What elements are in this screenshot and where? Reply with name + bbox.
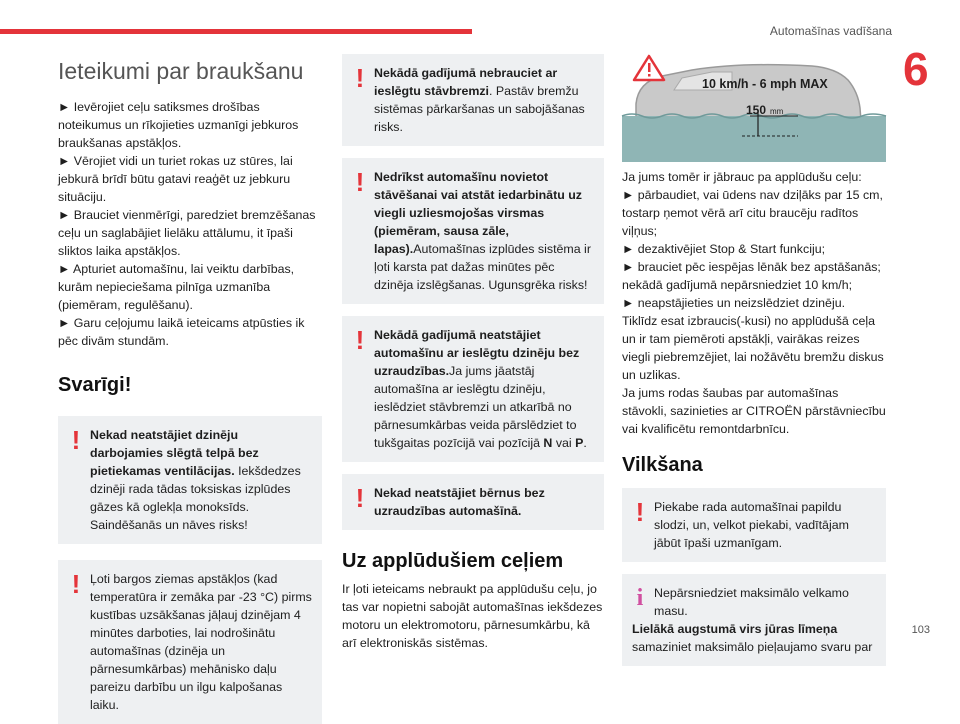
list-item: Ja jums rodas šaubas par automašīnas stāvokli, sazinieties ar CITROËN pārstāvniecību vai kvalificētu remontdarbnīcu.: [622, 386, 886, 436]
warning-box: [342, 474, 604, 530]
list-item: ► Garu ceļojumu laikā ieteicams atpūsties ik pēc divām stundām.: [58, 316, 305, 348]
warning-exclamation-icon: !: [71, 425, 81, 455]
warning-exclamation-icon: !: [355, 167, 365, 197]
section-heading-important: Svarīgi!: [58, 374, 132, 396]
chapter-number: 6: [903, 43, 929, 95]
flooded-car-diagram: [622, 54, 886, 162]
warning-text: Nekad neatstājiet dzinēju darbojamies slēgtā telpā bez pietiekamas ventilācijas. Iekšdedzes dzinēji rada tādas toksiskas izplūdes gāzes kā oglekļa monoksīds. Saindēšanās un nāves risks!: [90, 428, 301, 532]
list-item: Ja jums tomēr ir jābrauc pa applūdušu ceļu:: [622, 170, 862, 184]
warning-text: Nekādā gadījumā neatstājiet automašīnu ar ieslēgtu dzinēju bez uzraudzības.Ja jums jāatstāj automašīna ar ieslēgtu dzinēju, ieslēdziet stāvbremzi un atkarībā no pārnesumkārbas veida pārslēdziet to tukšgaitas pozīcijā vai pozīcijā N vai P.: [374, 328, 587, 450]
warning-text: Nedrīkst automašīnu novietot stāvēšanai vai atstāt iedarbinātu uz viegli uzliesmojošas virsmas (piemēram, sausa zāle, lapas).Automašīnas izplūdes sistēma ir ļoti karsta pat dažas minūtes pēc dzinēja izslēgšanas. Ugunsgrēka risks!: [374, 170, 591, 292]
list-item: ► neapstājieties un neizslēdziet dzinēju.: [622, 296, 846, 310]
warning-exclamation-icon: !: [355, 63, 365, 93]
depth-unit-label: mm: [770, 107, 784, 116]
column-left: [58, 54, 322, 724]
warning-exclamation-icon: !: [355, 325, 365, 355]
section-heading-flooded-roads: Uz applūdušiem ceļiem: [342, 550, 564, 572]
section-heading-driving-tips: Ieteikumi par braukšanu: [58, 58, 304, 84]
warning-box: [622, 488, 886, 562]
section-heading-towing: Vilkšana: [622, 454, 703, 476]
warning-text: Piekabe rada automašīnai papildu slodzi, un, velkot piekabi, vadītājam jābūt īpaši uzmanīgam.: [654, 500, 849, 550]
list-item: ► Apturiet automašīnu, lai veiktu darbības, kurām nepieciešama pilnīga uzmanība (piemēram, regulēšanu).: [58, 262, 295, 312]
info-icon: i: [636, 585, 644, 611]
column-middle: [342, 54, 604, 652]
list-item: ► Ievērojiet ceļu satiksmes drošības noteikumus un rīkojieties uzmanīgi jebkuros braukšanas apstākļos.: [58, 100, 299, 150]
page-number: 103: [911, 624, 930, 636]
info-text-continued: samaziniet maksimālo pieļaujamo svaru par: [632, 640, 873, 654]
warning-text: Nekad neatstājiet bērnus bez uzraudzības automašīnā.: [374, 486, 545, 518]
warning-exclamation-icon: !: [71, 569, 81, 599]
warning-text: Nekādā gadījumā nebrauciet ar ieslēgtu stāvbremzi. Pastāv bremžu sistēmas pārkaršanas un sabojāšanas risks.: [374, 66, 585, 134]
speed-limit-label: 10 km/h - 6 mph MAX: [702, 77, 828, 91]
list-item: Tiklīdz esat izbraucis(-kusi) no applūdušā ceļa un ir tam piemēroti apstākļi, vairākas reizes viegli piebremzējiet, lai nožāvētu bremžu diskus un uzlikas.: [622, 314, 884, 382]
flood-illustration: [622, 54, 886, 162]
list-item: ► dezaktivējiet Stop & Start funkciju;: [622, 242, 826, 256]
warning-box: [58, 416, 322, 544]
flood-intro-text: Ir ļoti ieteicams nebraukt pa applūdušu ceļu, jo tas var nopietni sabojāt automašīnas iekšdezes motoru un elektromotoru, pārnesumkārbu, kā arī elektroniskās sistēmas.: [342, 582, 603, 650]
warning-box: [342, 54, 604, 146]
list-item: ► Vērojiet vidi un turiet rokas uz stūres, lai jebkurā brīdī būtu gatavi reaģēt uz jebkuru situāciju.: [58, 154, 293, 204]
list-item: ► brauciet pēc iespējas lēnāk bez apstāšanās; nekādā gadījumā nepārsniedziet 10 km/h;: [622, 260, 881, 292]
list-item: ► pārbaudiet, vai ūdens nav dziļāks par 15 cm, tostarp ņemot vērā arī citu braucēju radītos viļņus;: [622, 188, 883, 238]
running-head: Automašīnas vadīšana: [769, 24, 892, 38]
warning-text: Ļoti bargos ziemas apstākļos (kad temperatūra ir zemāka par -23 °C) pirms kustības uzsākšanas jāļauj dzinējam 4 minūtes darboties, lai nodrošinātu automašīnas (dzinēja un pārnesumkārbas) mehānisko daļu pareizu darbību un ilgu kalpošanas laiku.: [90, 572, 312, 712]
info-box: [622, 574, 886, 666]
info-text-bold: Lielākā augstumā virs jūras līmeņa: [632, 622, 838, 636]
list-item: ► Brauciet vienmērīgi, paredziet bremzēšanas ceļu un saglabājiet lielāku attālumu, it īpaši sliktos laika apstākļos.: [58, 208, 316, 258]
driving-tips-list: [58, 98, 322, 350]
warning-exclamation-icon: !: [355, 483, 365, 513]
column-right: [622, 54, 886, 666]
depth-value-label: 150: [746, 103, 767, 117]
warning-box: [342, 316, 604, 462]
warning-box: [58, 560, 322, 724]
info-text: Nepārsniedziet maksimālo velkamo masu.: [654, 586, 849, 618]
warning-box: [342, 158, 604, 304]
header-accent-bar: [0, 29, 472, 34]
flood-instructions: [622, 168, 886, 438]
warning-exclamation-icon: !: [635, 497, 645, 527]
